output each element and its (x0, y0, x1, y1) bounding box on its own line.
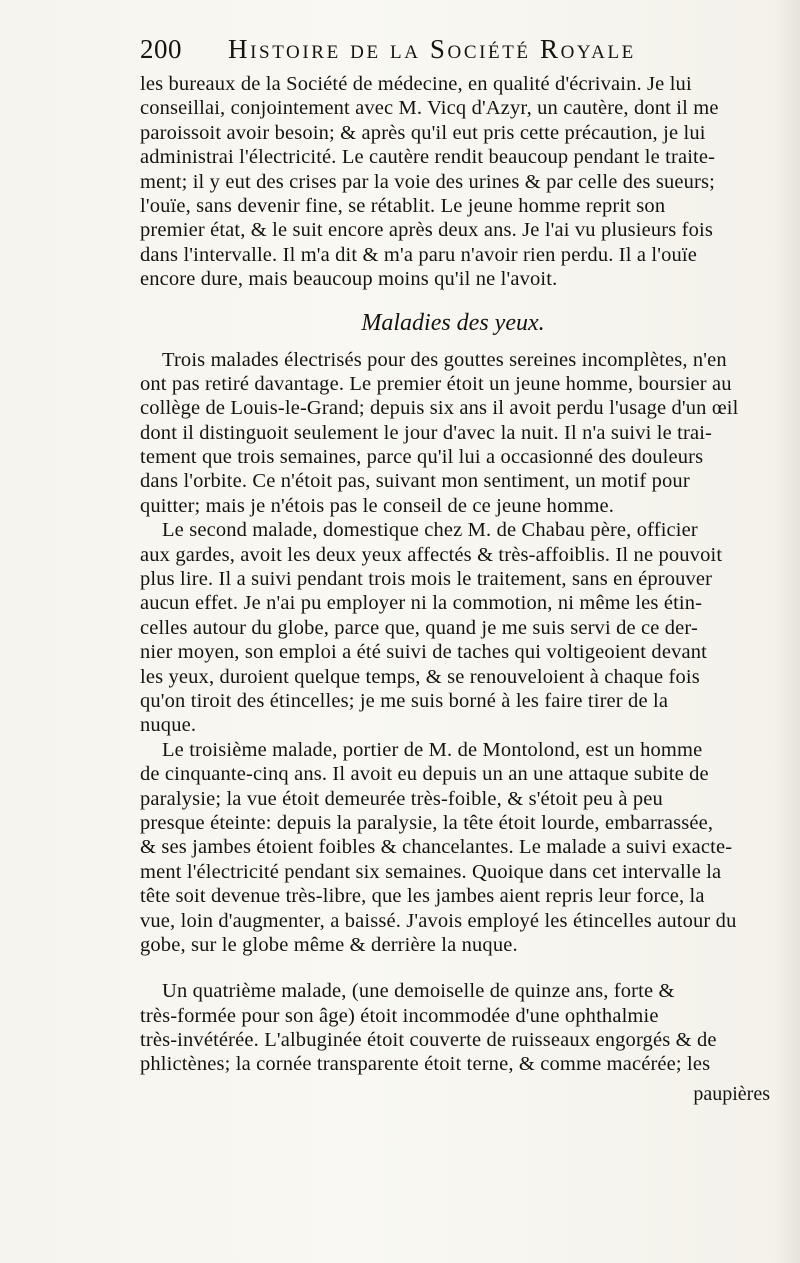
text-line: tement que trois semaines, parce qu'il lui a occasionné des douleurs (140, 446, 704, 469)
text-line: nuque. (140, 714, 197, 737)
paragraph-first-patient (140, 348, 766, 519)
text-line: ment; il y eut des crises par la voie des urines & par celle des sueurs; (140, 170, 715, 193)
text-line: gobe, sur le globe même & derrière la nuque. (140, 933, 518, 956)
text-line: ont pas retiré davantage. Le premier étoit un jeune homme, boursier au (140, 372, 732, 395)
text-line: paroissoit avoir besoin; & après qu'il eut pris cette précaution, je lui (140, 121, 706, 144)
text-line: dans l'orbite. Ce n'étoit pas, suivant mon sentiment, un motif pour (140, 470, 690, 493)
text-line: aux gardes, avoit les deux yeux affectés & très-affoiblis. Il ne pouvoit (140, 543, 723, 566)
text-line: qu'on tiroit des étincelles; je me suis borné à les faire tirer de la (140, 689, 669, 712)
text-line: phlictènes; la cornée transparente étoit terne, & comme macérée; les (140, 1053, 711, 1076)
text-line: très-invétérée. L'albuginée étoit couverte de ruisseaux engorgés & de (140, 1029, 717, 1052)
text-line: aucun effet. Je n'ai pu employer ni la commotion, ni même les étin- (140, 592, 703, 615)
text-line: de cinquante-cinq ans. Il avoit eu depuis un an une attaque subite de (140, 763, 709, 786)
paragraph-spacer (140, 957, 766, 979)
text-line: conseillai, conjointement avec M. Vicq d'Azyr, un cautère, dont il me (140, 97, 719, 120)
text-line: quitter; mais je n'étois pas le conseil de ce jeune homme. (140, 494, 615, 517)
page-number: 200 (140, 34, 182, 64)
text-line: Le second malade, domestique chez M. de Chabau père, officier (162, 519, 698, 542)
text-line: les yeux, duroient quelque temps, & se renouveloient à chaque fois (140, 665, 700, 688)
text-line: très-formée pour son âge) étoit incommodée d'une ophthalmie (140, 1004, 659, 1027)
text-line: plus lire. Il a suivi pendant trois mois le traitement, sans en éprouver (140, 568, 713, 591)
text-line: & ses jambes étoient foibles & chancelantes. Le malade a suivi exacte- (140, 836, 733, 859)
text-line: les bureaux de la Société de médecine, en qualité d'écrivain. Je lui (140, 73, 692, 95)
text-line: premier état, & le suit encore après deux ans. Je l'ai vu plusieurs fois (140, 219, 713, 242)
text-line: paralysie; la vue étoit demeurée très-foible, & s'étoit peu à peu (140, 787, 663, 810)
text-line: presque éteinte: depuis la paralysie, la tête étoit lourde, embarrassée, (140, 811, 714, 834)
paragraph-second-patient (140, 518, 766, 738)
text-line: ment l'électricité pendant six semaines. Quoique dans cet intervalle la (140, 860, 722, 883)
page-body (140, 72, 766, 1077)
running-head: Histoire de la Société Royale (228, 34, 636, 64)
catchword: paupières (693, 1083, 770, 1105)
text-line: l'ouïe, sans devenir fine, se rétablit. Le jeune homme reprit son (140, 194, 666, 217)
text-line: celles autour du globe, parce que, quand je me suis servi de ce der- (140, 616, 698, 639)
section-title: Maladies des yeux. (361, 309, 545, 336)
page-header (140, 34, 772, 70)
text-line: nier moyen, son emploi a été suivi de taches qui voltigeoient devant (140, 641, 707, 664)
text-line: Le troisième malade, portier de M. de Montolond, est un homme (162, 738, 703, 761)
text-line: vue, loin d'augmenter, a baissé. J'avois employé les étincelles autour du (140, 909, 737, 932)
text-line: tête soit devenue très-libre, que les jambes aient repris leur force, la (140, 885, 705, 908)
text-line: dont il distinguoit seulement le jour d'avec la nuit. Il n'a suivi le trai- (140, 421, 713, 444)
text-line: encore dure, mais beaucoup moins qu'il ne l'avoit. (140, 268, 558, 291)
text-line: Un quatrième malade, (une demoiselle de quinze ans, forte & (162, 980, 675, 1003)
text-line: Trois malades électrisés pour des gouttes sereines incomplètes, n'en (162, 348, 727, 371)
text-line: collège de Louis-le-Grand; depuis six ans il avoit perdu l'usage d'un œil (140, 397, 739, 420)
paragraph-fourth-patient (140, 979, 766, 1077)
paragraph-third-patient (140, 738, 766, 958)
text-line: administrai l'électricité. Le cautère rendit beaucoup pendant le traite- (140, 146, 716, 169)
paragraph-continued (140, 72, 766, 292)
text-line: dans l'intervalle. Il m'a dit & m'a paru n'avoir rien perdu. Il a l'ouïe (140, 243, 697, 266)
